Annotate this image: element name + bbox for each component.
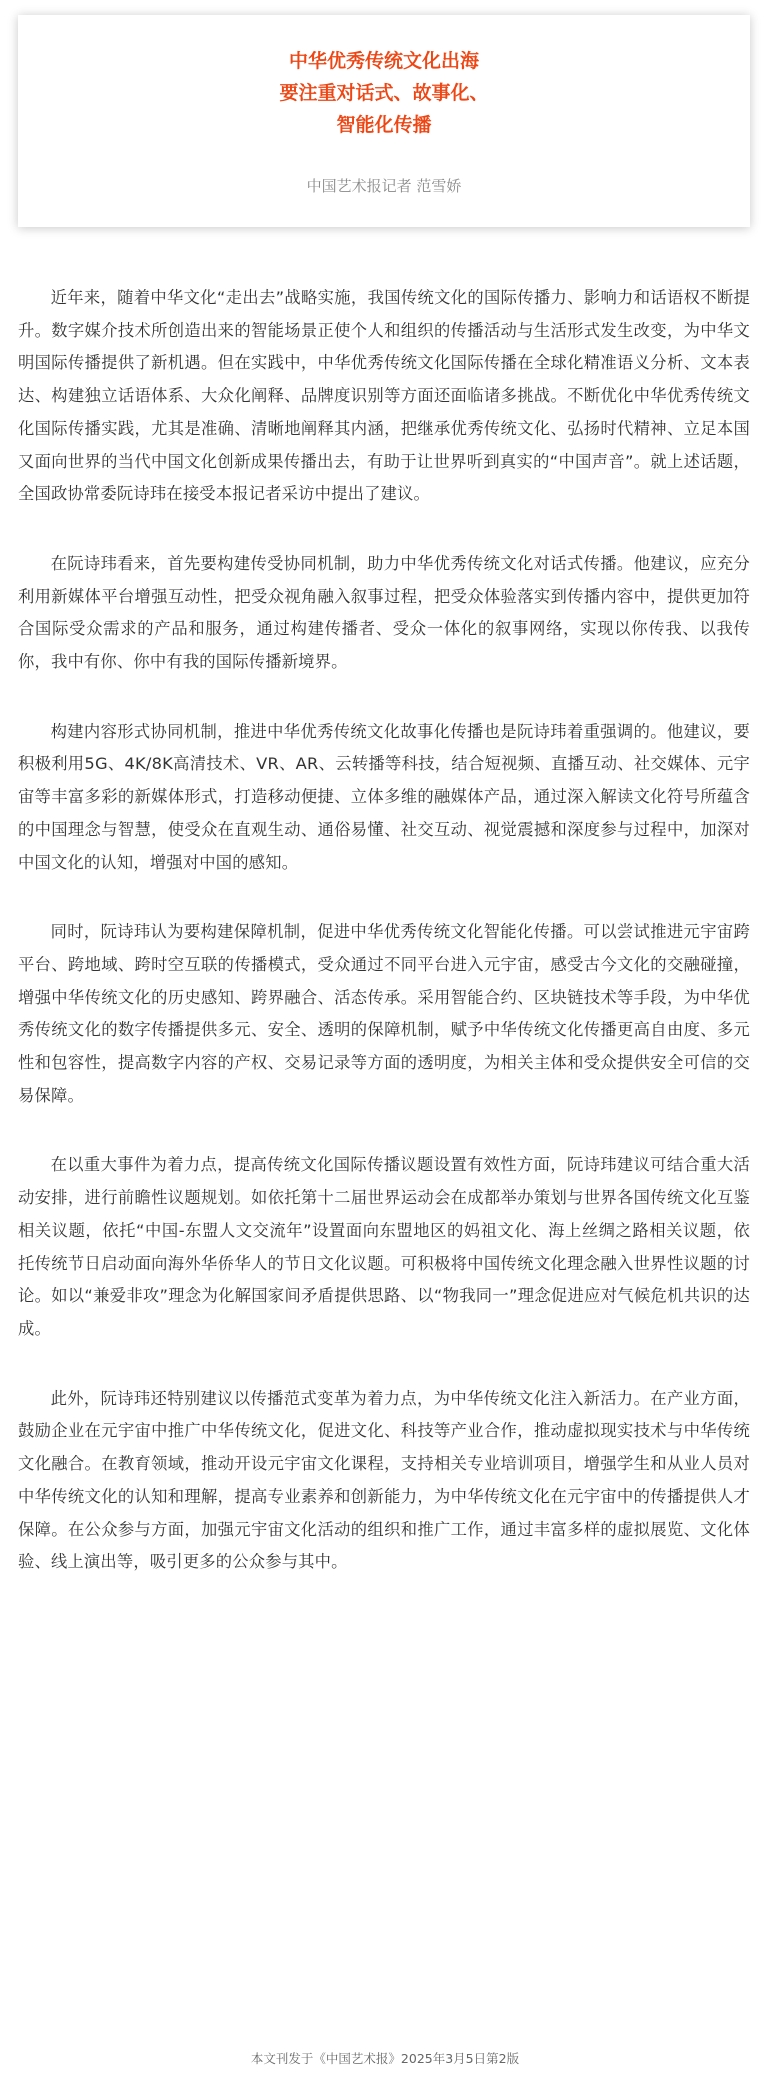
article-title <box>18 15 750 141</box>
body-paragraph: 在阮诗玮看来，首先要构建传受协同机制，助力中华优秀传统文化对话式传播。他建议，应充分利用新媒体平台增强互动性，把受众视角融入叙事过程，把受众体验落实到传播内容中，提供更加符合国际受众需求的产品和服务，通过构建传播者、受众一体化的叙事网络，实现以你传我、以我传你，我中有你、你中有我的国际传播新境界。 <box>18 553 750 672</box>
body-paragraph: 同时，阮诗玮认为要构建保障机制，促进中华优秀传统文化智能化传播。可以尝试推进元宇宙跨平台、跨地域、跨时空互联的传播模式，受众通过不同平台进入元宇宙，感受古今文化的交融碰撞，增强中华传统文化的历史感知、跨界融合、活态传承。采用智能合约、区块链技术等手段，为中华优秀传统文化的数字传播提供多元、安全、透明的保障机制，赋予中华传统文化传播更高自由度、多元性和包容性，提高数字内容的产权、交易记录等方面的透明度，为相关主体和受众提供安全可信的交易保障。 <box>18 922 750 1105</box>
title-line: 要注重对话式、故事化、 <box>279 82 489 104</box>
body-paragraph: 近年来，随着中华文化“走出去”战略实施，我国传统文化的国际传播力、影响力和话语权不断提升。数字媒介技术所创造出来的智能场景正使个人和组织的传播活动与生活形式发生改变，为中华文明国际传播提供了新机遇。但在实践中，中华优秀传统文化国际传播在全球化精准语义分析、文本表达、构建独立话语体系、大众化阐释、品牌度识别等方面还面临诸多挑战。不断优化中华优秀传统文化国际传播实践，尤其是准确、清晰地阐释其内涵，把继承优秀传统文化、弘扬时代精神、立足本国又面向世界的当代中国文化创新成果传播出去，有助于让世界听到真实的“中国声音”。就上述话题，全国政协常委阮诗玮在接受本报记者采访中提出了建议。 <box>18 288 750 504</box>
title-line: 中华优秀传统文化出海 <box>288 50 479 72</box>
body-paragraph: 构建内容形式协同机制，推进中华优秀传统文化故事化传播也是阮诗玮着重强调的。他建议，要积极利用5G、4K/8K高清技术、VR、AR、云转播等科技，结合短视频、直播互动、社交媒体、元宇宙等丰富多彩的新媒体形式，打造移动便捷、立体多维的融媒体产品，通过深入解读文化符号所蕴含的中国理念与智慧，使受众在直观生动、通俗易懂、社交互动、视觉震撼和深度参与过程中，加深对中国文化的认知，增强对中国的感知。 <box>18 721 750 872</box>
body-paragraph: 此外，阮诗玮还特别建议以传播范式变革为着力点，为中华传统文化注入新活力。在产业方面，鼓励企业在元宇宙中推广中华传统文化，促进文化、科技等产业合作，推动虚拟现实技术与中华传统文化融合。在教育领域，推动开设元宇宙文化课程，支持相关专业培训项目，增强学生和从业人员对中华传统文化的认知和理解，提高专业素养和创新能力，为中华传统文化在元宇宙中的传播提供人才保障。在公众参与方面，加强元宇宙文化活动的组织和推广工作，通过丰富多样的虚拟展览、文化体验、线上演出等，吸引更多的公众参与其中。 <box>18 1388 750 1572</box>
title-card <box>18 15 750 227</box>
title-line: 智能化传播 <box>336 114 432 136</box>
author-byline: 中国艺术报记者 范雪娇 <box>306 177 462 195</box>
body-paragraph: 在以重大事件为着力点，提高传统文化国际传播议题设置有效性方面，阮诗玮建议可结合重大活动安排，进行前瞻性议题规划。如依托第十二届世界运动会在成都举办策划与世界各国传统文化互鉴相关议题，依托“中国-东盟人文交流年”设置面向东盟地区的妈祖文化、海上丝绸之路相关议题，依托传统节日启动面向海外华侨华人的节日文化议题。可积极将中国传统文化理念融入世界性议题的讨论。如以“兼爱非攻”理念为化解国家间矛盾提供思路、以“物我同一”理念促进应对气候危机共识的达成。 <box>18 1155 750 1338</box>
publication-note: 本文刊发于《中国艺术报》2025年3月5日第2版 <box>250 2051 520 2066</box>
article-body <box>18 282 750 1616</box>
